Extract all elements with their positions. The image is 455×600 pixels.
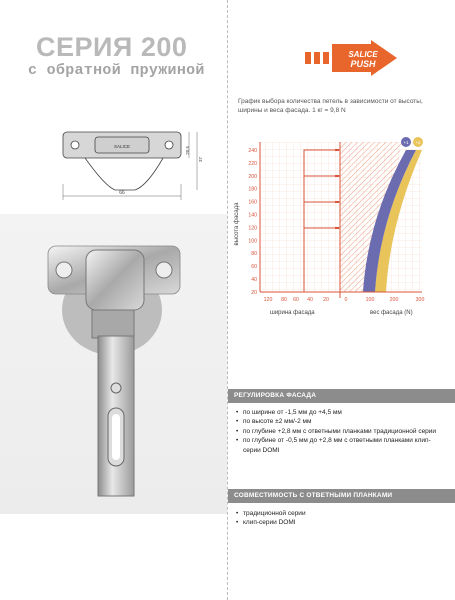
adjust-section-header: РЕГУЛИРОВКА ФАСАДА bbox=[228, 389, 455, 403]
y-tick: 200 bbox=[248, 173, 257, 180]
y-tick: 80 bbox=[251, 251, 257, 258]
x-left-tick: 20 bbox=[323, 297, 329, 303]
dim-width: 66 bbox=[119, 190, 125, 196]
y-tick: 20 bbox=[251, 289, 257, 296]
x-left-tick: 120 bbox=[263, 297, 273, 303]
y-axis-title: высота фасада bbox=[234, 202, 240, 246]
x-left-tick: 60 bbox=[293, 297, 299, 303]
y-tick: 140 bbox=[248, 212, 257, 219]
x-left-title: ширина фасада bbox=[270, 310, 315, 316]
chart-caption: График выбора количества петель в зависимости от высоты, ширины и веса фасада. 1 кг = 9,8 N bbox=[238, 98, 423, 114]
x-left-tick: 40 bbox=[307, 297, 313, 303]
y-tick: 100 bbox=[248, 238, 257, 245]
y-tick: 180 bbox=[248, 186, 257, 193]
y-tick: 120 bbox=[248, 225, 257, 232]
compat-item: • клип-серии DOMI bbox=[236, 518, 446, 527]
y-tick: 60 bbox=[251, 264, 257, 271]
hinge-photo bbox=[40, 238, 190, 498]
legend-2-label: +2 bbox=[415, 140, 421, 145]
y-tick: 160 bbox=[248, 199, 257, 206]
compat-list bbox=[236, 509, 446, 528]
series-subtitle: с обратной пружиной bbox=[28, 62, 205, 79]
y-tick: 240 bbox=[248, 148, 257, 154]
legend-1-label: +1 bbox=[403, 140, 409, 145]
column-divider bbox=[227, 0, 228, 600]
hinge-technical-drawing bbox=[55, 128, 205, 203]
x-left-tick: 80 bbox=[281, 297, 287, 303]
adjust-item: • по высоте ±2 мм/-2 мм bbox=[236, 417, 446, 426]
adjust-item: • по ширине от -1,5 мм до +4,5 мм bbox=[236, 408, 446, 417]
compat-item: • традиционной серии bbox=[236, 509, 446, 518]
chart-grid-left bbox=[260, 142, 340, 292]
x-right-tick: 300 bbox=[415, 297, 425, 303]
adjust-item: • по глубине от -0,5 мм до +2,8 мм с ответными планками клип-серии DOMI bbox=[236, 436, 446, 455]
x-right-tick: 100 bbox=[365, 297, 375, 303]
dim-h1: 20,5 bbox=[185, 146, 190, 155]
compat-section-header: СОВМЕСТИМОСТЬ С ОТВЕТНЫМИ ПЛАНКАМИ bbox=[228, 489, 455, 503]
adjust-item: • по глубине +2,8 мм с ответными планками традиционной серии bbox=[236, 427, 446, 436]
selection-chart bbox=[230, 128, 452, 318]
logo-line2: PUSH bbox=[350, 59, 376, 69]
drawing-brand: SALICE bbox=[113, 144, 131, 149]
y-tick: 220 bbox=[248, 160, 257, 167]
salice-push-logo bbox=[305, 40, 397, 76]
x-right-title: вес фасада (N) bbox=[370, 310, 413, 316]
logo-line1: SALICE bbox=[348, 50, 378, 59]
x-right-tick: 200 bbox=[389, 297, 399, 303]
adjust-list bbox=[236, 408, 446, 455]
series-title: СЕРИЯ 200 bbox=[36, 32, 188, 62]
x-right-tick: 0 bbox=[344, 297, 348, 303]
dim-h2: 37 bbox=[198, 156, 203, 162]
y-tick: 40 bbox=[251, 277, 257, 283]
